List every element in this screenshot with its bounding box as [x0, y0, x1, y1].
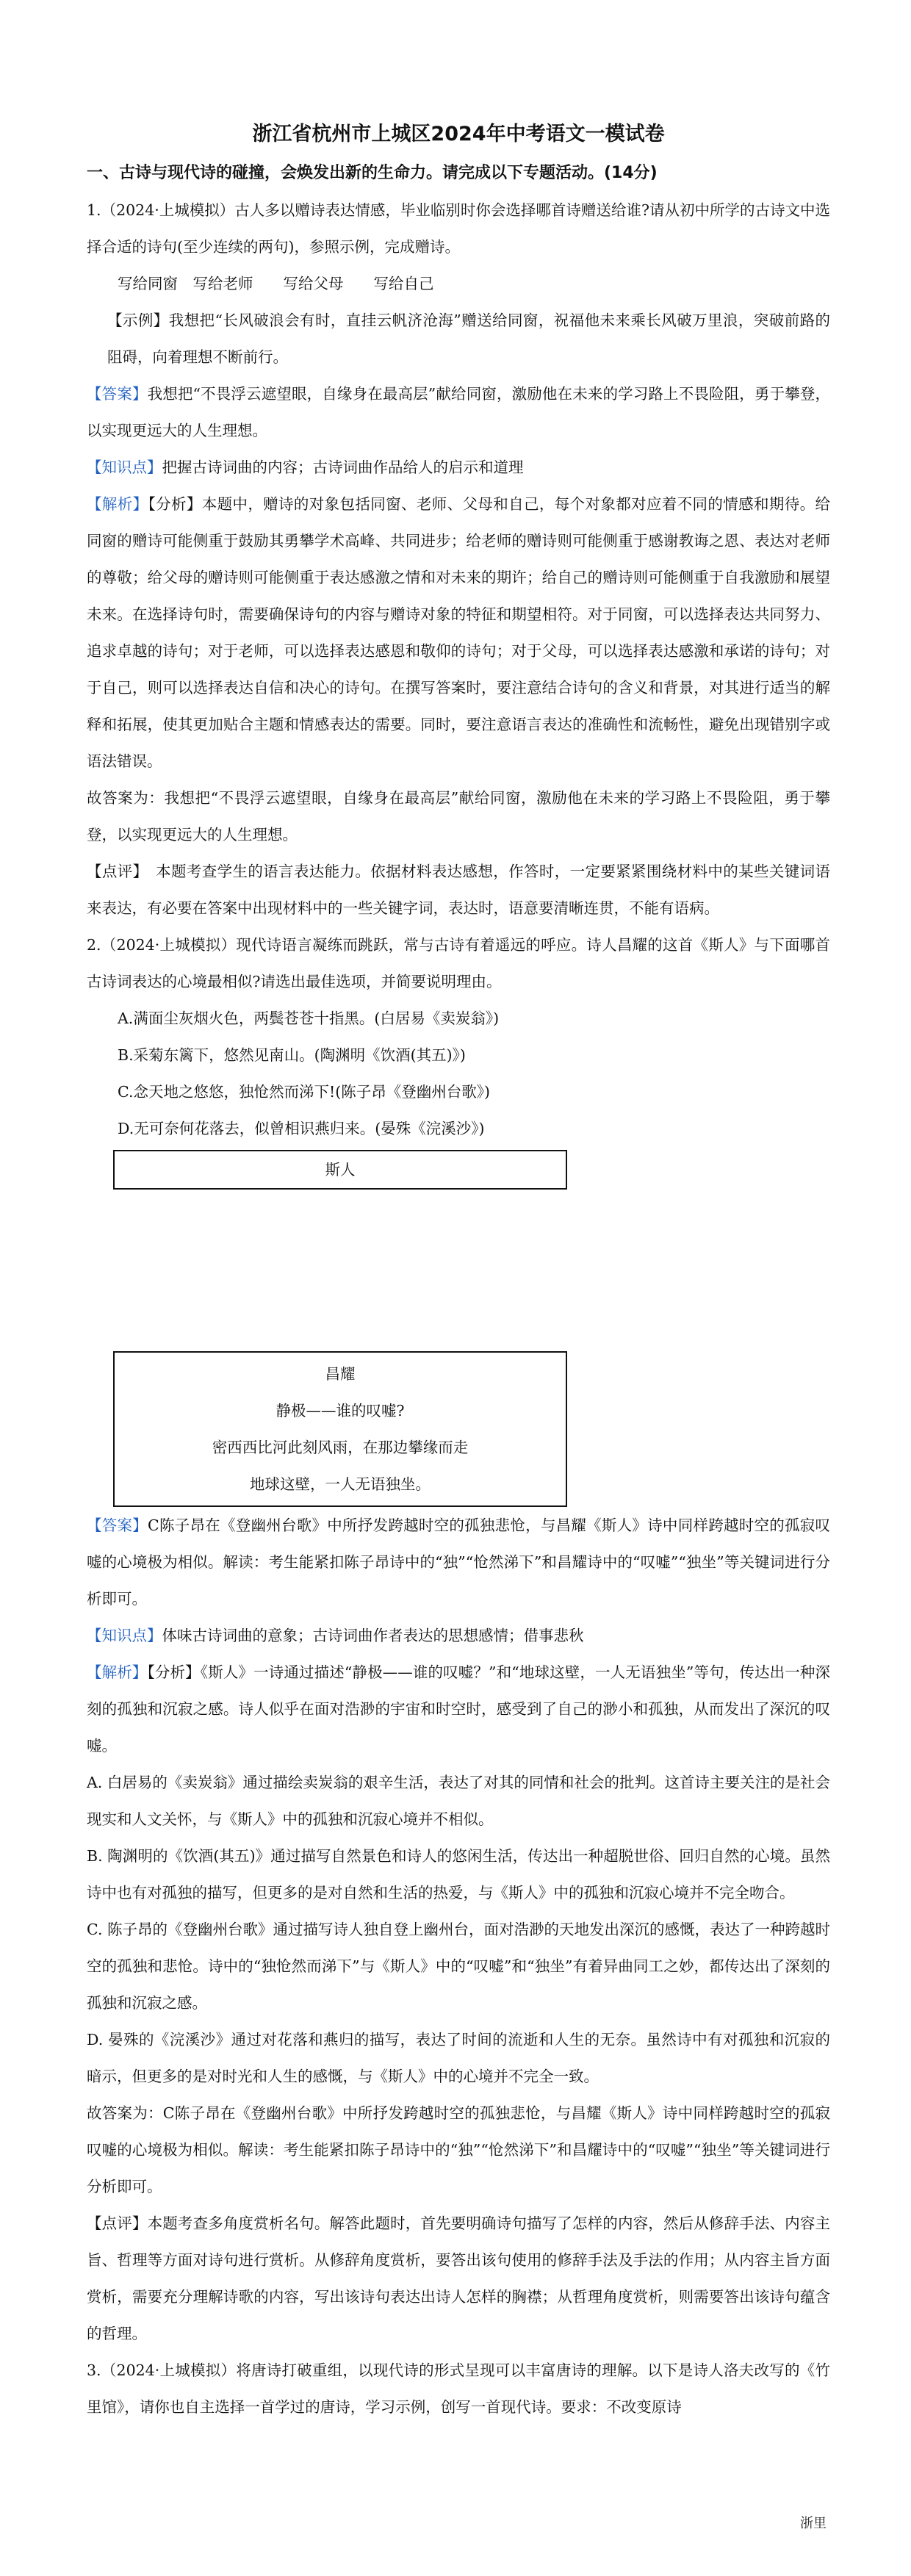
q1-options: 写给同窗 写给老师 写给父母 写给自己: [118, 275, 434, 292]
analysis-tag: 【解析】: [87, 1663, 148, 1681]
q2-conclusion: 故答案为：C陈子昂在《登幽州台歌》中所抒发跨越时空的孤独悲怆，与昌耀《斯人》诗中同样跨越时空的孤寂叹嘘的心境极为相似。解读：考生能紧扣陈子昂诗中的“独”“怆然涕下”和昌耀诗中的“叹嘘”“独坐”等关键词进行分析即可。: [87, 2104, 830, 2195]
q1-comment: 【点评】 本题考查学生的语言表达能力。依据材料表达感想，作答时，一定要紧紧围绕材料中的某些关键词语来表达，有必要在答案中出现材料中的一些关键字词，表达时，语意要清晰连贯，不能有语病。: [87, 863, 830, 917]
knowledge-tag: 【知识点】: [87, 458, 162, 476]
q1-example: 【示例】我想把“长风破浪会有时，直挂云帆济沧海”赠送给同窗，祝福他未来乘长风破万里浪，突破前路的阻碍，向着理想不断前行。: [107, 312, 830, 366]
poem-line-1: 静极——谁的叹嘘?: [276, 1402, 405, 1420]
exam-page: [87, 114, 830, 2425]
poem-box: [113, 1351, 567, 1507]
poem-title-box: [113, 1150, 567, 1190]
q2-analysis: 【解析】【分析】《斯人》一诗通过描述“静极——谁的叹嘘？”和“地球这壁，一人无语独坐”等句，传达出一种深刻的孤独和沉寂之感。诗人似乎在面对浩渺的宇宙和时空时，感受到了自己的渺小和孤独，从而发出了深沉的叹嘘。: [87, 1663, 831, 1755]
analysis-tag: 【解析】: [87, 495, 148, 513]
answer-tag: 【答案】: [87, 385, 148, 403]
q2-option-c: C.念天地之悠悠，独怆然而涕下!(陈子昂《登幽州台歌》): [118, 1083, 490, 1101]
q2-item-b: B. 陶渊明的《饮酒(其五)》通过描写自然景色和诗人的悠闲生活，传达出一种超脱世俗、回归自然的心境。虽然诗中也有对孤独的描写，但更多的是对自然和生活的热爱，与《斯人》中的孤独和沉寂心境并不完全吻合。: [87, 1847, 830, 1902]
q2-option-d: D.无可奈何花落去，似曾相识燕归来。(晏殊《浣溪沙》): [118, 1120, 485, 1137]
poem-line-2: 密西西比河此刻风雨，在那边攀缘而走: [212, 1439, 469, 1456]
q2-answer: 【答案】C陈子昂在《登幽州台歌》中所抒发跨越时空的孤独悲怆，与昌耀《斯人》诗中同样跨越时空的孤寂叹嘘的心境极为相似。解读：考生能紧扣陈子昂诗中的“独”“怆然涕下”和昌耀诗中的“叹嘘”“独坐”等关键词进行分析即可。: [87, 1517, 831, 1608]
exam-title: 浙江省杭州市上城区2024年中考语文一模试卷: [252, 123, 665, 145]
blank-space: [87, 1190, 830, 1351]
q1-analysis: 【解析】【分析】本题中，赠诗的对象包括同窗、老师、父母和自己，每个对象都对应着不同的情感和期待。给同窗的赠诗可能侧重于鼓励其勇攀学术高峰、共同进步；给老师的赠诗则可能侧重于感谢教诲之恩、表达对老师的尊敬；给父母的赠诗则可能侧重于表达感激之情和对未来的期许；给自己的赠诗则可能侧重于自我激励和展望未来。在选择诗句时，需要确保诗句的内容与赠诗对象的特征和期望相符。对于同窗，可以选择表达共同努力、追求卓越的诗句；对于老师，可以选择表达感恩和敬仰的诗句；对于父母，可以选择表达感激和承诺的诗句；对于自己，则可以选择表达自信和决心的诗句。在撰写答案时，要注意结合诗句的含义和背景，对其进行适当的解释和拓展，使其更加贴合主题和情感表达的需要。同时，要注意语言表达的准确性和流畅性，避免出现错别字或语法错误。: [87, 495, 831, 770]
answer-tag: 【答案】: [87, 1517, 148, 1534]
q2-comment: 【点评】本题考查多角度赏析名句。解答此题时，首先要明确诗句描写了怎样的内容，然后从修辞手法、内容主旨、哲理等方面对诗句进行赏析。从修辞角度赏析，要答出该句使用的修辞手法及手法的作用；从内容主旨方面赏析，需要充分理解诗歌的内容，写出该诗句表达出诗人怎样的胸襟；从哲理角度赏析，则需要答出该诗句蕴含的哲理。: [87, 2215, 830, 2342]
q1-conclusion: 故答案为：我想把“不畏浮云遮望眼，自缘身在最高层”献给同窗，激励他在未来的学习路上不畏险阻，勇于攀登，以实现更远大的人生理想。: [87, 789, 830, 843]
q2-knowledge: 【知识点】体味古诗词曲的意象；古诗词曲作者表达的思想感情；借事悲秋: [87, 1627, 584, 1644]
knowledge-tag: 【知识点】: [87, 1627, 162, 1644]
poem-author: 昌耀: [325, 1365, 356, 1383]
q3-stem: 3.（2024·上城模拟）将唐诗打破重组，以现代诗的形式呈现可以丰富唐诗的理解。以下是诗人洛夫改写的《竹里馆》，请你也自主选择一首学过的唐诗，学习示例，创写一首现代诗。要求：不改变原诗: [87, 2361, 830, 2416]
section-heading: 一、古诗与现代诗的碰撞，会焕发出新的生命力。请完成以下专题活动。(14分): [87, 164, 658, 182]
q2-item-a: A. 白居易的《卖炭翁》通过描绘卖炭翁的艰辛生活，表达了对其的同情和社会的批判。这首诗主要关注的是社会现实和人文关怀，与《斯人》中的孤独和沉寂心境并不相似。: [87, 1774, 830, 1828]
q2-option-b: B.采菊东篱下，悠然见南山。(陶渊明《饮酒(其五)》): [118, 1046, 466, 1064]
page-footer: 浙里: [800, 2516, 827, 2531]
q2-item-c: C. 陈子昂的《登幽州台歌》通过描写诗人独自登上幽州台，面对浩渺的天地发出深沉的感慨，表达了一种跨越时空的孤独和悲怆。诗中的“独怆然而涕下”与《斯人》中的“叹嘘”和“独坐”有着异曲同工之妙，都传达出了深刻的孤独和沉寂之感。: [87, 1921, 830, 2012]
q2-item-d: D. 晏殊的《浣溪沙》通过对花落和燕归的描写，表达了时间的流逝和人生的无奈。虽然诗中有对孤独和沉寂的暗示，但更多的是对时光和人生的感慨，与《斯人》中的心境并不完全一致。: [87, 2031, 830, 2085]
q1-answer: 【答案】我想把“不畏浮云遮望眼，自缘身在最高层”献给同窗，激励他在未来的学习路上不畏险阻，勇于攀登，以实现更远大的人生理想。: [87, 385, 830, 439]
q1-stem: 1.（2024·上城模拟）古人多以赠诗表达情感，毕业临别时你会选择哪首诗赠送给谁?请从初中所学的古诗文中选择合适的诗句(至少连续的两句)，参照示例，完成赠诗。: [87, 201, 830, 256]
q1-knowledge: 【知识点】把握古诗词曲的内容；古诗词曲作品给人的启示和道理: [87, 458, 524, 476]
q2-stem: 2.（2024·上城模拟）现代诗语言凝练而跳跃，常与古诗有着遥远的呼应。诗人昌耀的这首《斯人》与下面哪首古诗词表达的心境最相似?请选出最佳选项，并简要说明理由。: [87, 936, 830, 990]
poem-title: 斯人: [325, 1161, 356, 1179]
q2-option-a: A.满面尘灰烟火色，两鬓苍苍十指黑。(白居易《卖炭翁》): [118, 1010, 500, 1027]
poem-line-3: 地球这壁，一人无语独坐。: [250, 1475, 431, 1493]
